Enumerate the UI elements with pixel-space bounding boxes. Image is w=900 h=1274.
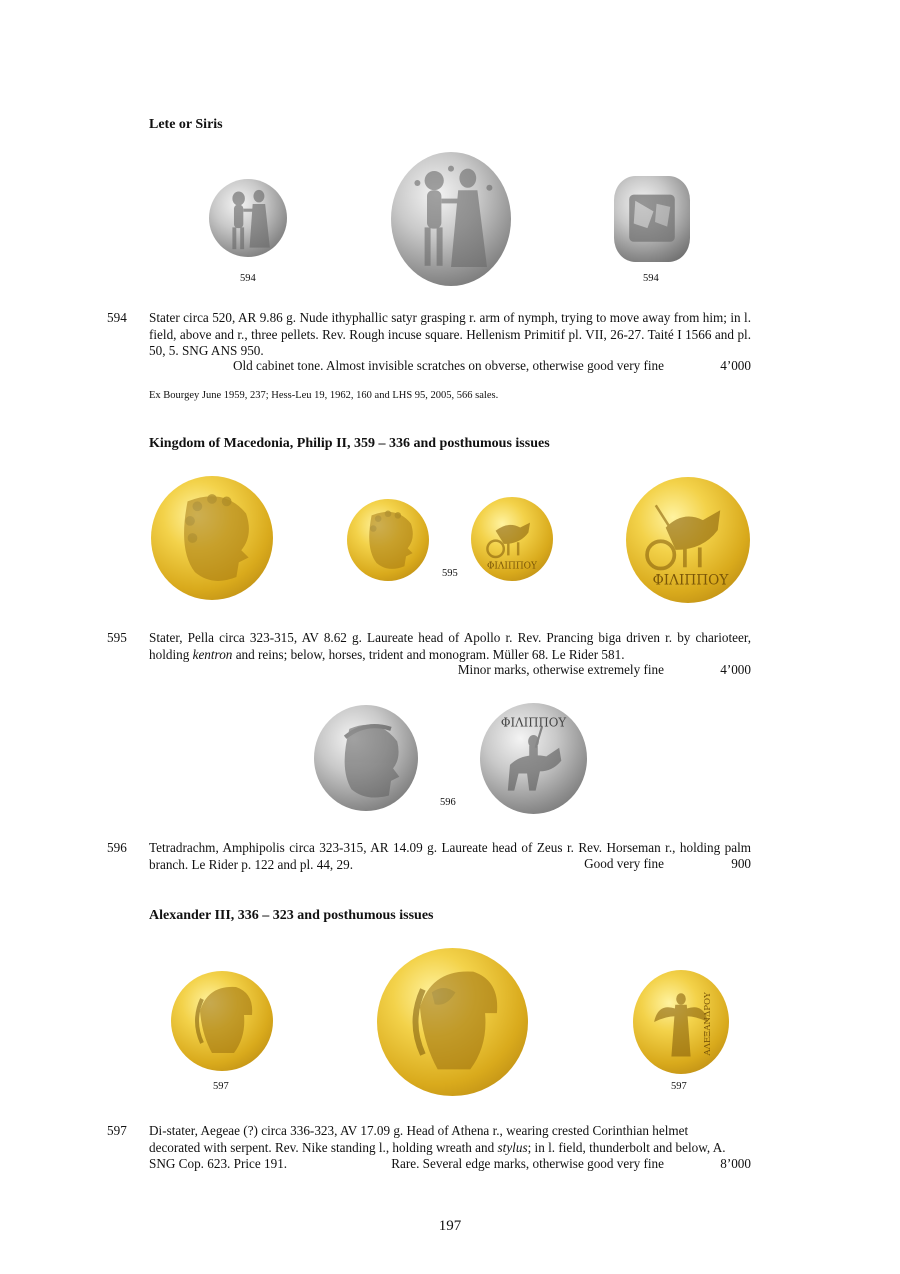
coin-597-obverse-large: [377, 948, 528, 1096]
coin-594-reverse: [614, 176, 690, 262]
lot-grade-595: Minor marks, otherwise extremely fine: [457, 662, 664, 677]
lot-estimate-594: 4’000: [720, 358, 751, 373]
section-heading-lete: Lete or Siris: [149, 117, 223, 132]
coin-595-reverse-small: [471, 497, 553, 581]
section-heading-alexander: Alexander III, 336 – 323 and posthumous issues: [149, 908, 434, 923]
coin-596-reverse: [480, 703, 587, 814]
lot-estimate-595: 4’000: [720, 662, 751, 677]
lot-provenance-594: Ex Bourgey June 1959, 237; Hess-Leu 19, 1962, 160 and LHS 95, 2005, 566 sales.: [149, 390, 499, 401]
coin-caption-595: 595: [442, 568, 458, 579]
lot-description-596: Tetradrachm, Amphipolis circa 323-315, AR 14.09 g. Laureate head of Zeus r. Rev. Horseman r., holding palm branch. Le Rider p. 122 and pl. 44, 29.: [149, 840, 751, 872]
lot-grade-597: Rare. Several edge marks, otherwise good very fine: [391, 1156, 664, 1171]
lot-description-597-line1: Di-stater, Aegeae (?) circa 336-323, AV 17.09 g. Head of Athena r., wearing crested Corinthian helmet: [149, 1123, 689, 1138]
lot-number-595: 595: [107, 630, 127, 645]
section-heading-macedonia: Kingdom of Macedonia, Philip II, 359 – 336 and posthumous issues: [149, 436, 550, 451]
lot-grade-596: Good very fine: [584, 856, 664, 871]
lot-number-594: 594: [107, 310, 127, 325]
coin-596-legend: ΦΙΛΙΠΠΟΥ: [500, 715, 567, 730]
lot-description-597-line2: [149, 1140, 726, 1157]
lot-description-595-italic: kentron: [192, 646, 233, 662]
coin-597-obverse-small: [171, 971, 273, 1071]
lot-grade-594: Old cabinet tone. Almost invisible scratches on obverse, otherwise good very fine: [232, 358, 664, 373]
coin-597-legend: ΑΛΕΞΑΝΔΡΟΥ: [702, 992, 713, 1056]
lot-estimate-596: 900: [731, 856, 751, 871]
coin-595-obverse-small: [347, 499, 429, 581]
page-number: 197: [438, 1218, 462, 1234]
coin-caption-597-left: 597: [213, 1081, 229, 1092]
lot-estimate-597: 8’000: [720, 1156, 751, 1171]
coin-595-reverse-large: [626, 477, 750, 603]
coin-597-reverse: [633, 970, 729, 1074]
lot-number-596: 596: [107, 840, 127, 855]
coin-595-legend-large: ΦΙΛΙΠΠΟΥ: [652, 572, 729, 589]
coin-596-obverse: [314, 705, 418, 811]
coin-595-legend-small: ΦΙΛΙΠΠΟΥ: [486, 561, 538, 572]
coin-caption-594-left: 594: [240, 273, 256, 284]
coin-594-obverse-large: [391, 152, 511, 286]
lot-description-595-text2: and reins; below, horses, trident and monogram. Müller 68. Le Rider 581.: [232, 646, 625, 662]
coin-595-obverse-large: [151, 476, 273, 600]
coin-caption-596: 596: [440, 797, 456, 808]
lot-description-597-line2-text1: decorated with serpent. Rev. Nike standing l., holding wreath and: [149, 1140, 498, 1155]
lot-description-597-line2-text2: ; in l. field, thunderbolt and below, A.: [527, 1140, 726, 1155]
lot-description-595-text1: Stater, Pella circa 323-315, AV 8.62 g. Laureate head of Apollo r. Rev. Prancing biga driven r. by charioteer, holding: [149, 630, 751, 662]
lot-description-594: Stater circa 520, AR 9.86 g. Nude ithyphallic satyr grasping r. arm of nymph, trying to move away from him; in l. field, above and r., three pellets. Rev. Rough incuse square. Hellenism Primitif pl. VII, 26-27. Taité I 1566 and pl. 50, 5. SNG ANS 950.: [149, 310, 751, 359]
lot-number-597: 597: [107, 1123, 127, 1138]
lot-description-597-line3: SNG Cop. 623. Price 191.: [149, 1156, 288, 1171]
lot-description-597-italic: stylus: [497, 1140, 528, 1155]
coin-caption-594-right: 594: [643, 273, 659, 284]
coin-594-obverse-small: [209, 179, 287, 257]
coin-caption-597-right: 597: [671, 1081, 687, 1092]
lot-description-595: [149, 630, 751, 663]
